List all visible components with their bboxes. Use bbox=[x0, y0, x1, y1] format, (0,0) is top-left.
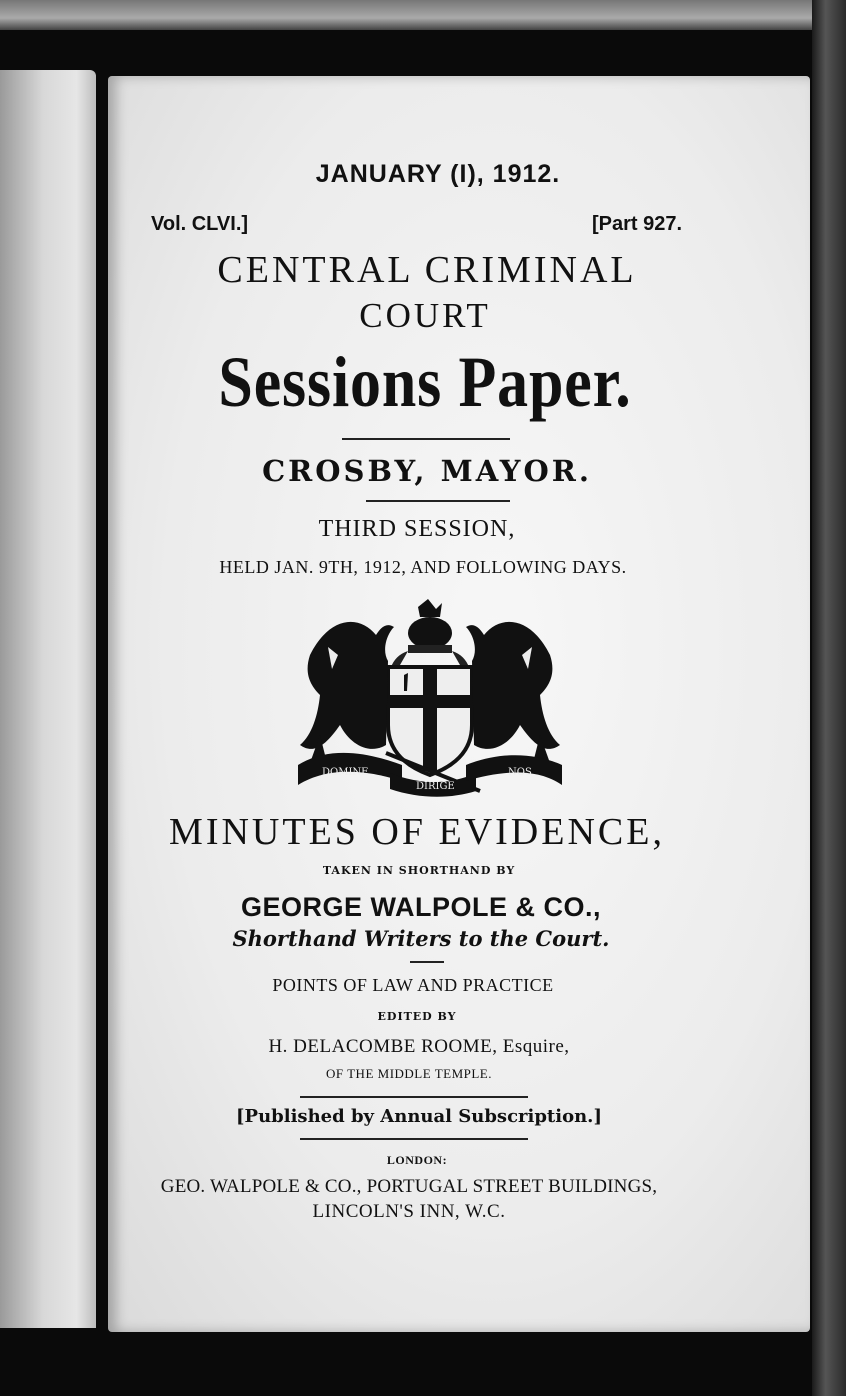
firm-role: Shorthand Writers to the Court. bbox=[232, 926, 610, 951]
published-note: [Published by Annual Subscription.] bbox=[236, 1106, 602, 1127]
issue-date: JANUARY (I), 1912. bbox=[315, 160, 561, 188]
divider bbox=[410, 961, 444, 963]
imprint-city: LONDON: bbox=[386, 1153, 448, 1167]
taken-in-shorthand: TAKEN IN SHORTHAND BY bbox=[322, 864, 516, 877]
divider bbox=[300, 1138, 528, 1140]
part-number: [Part 927. bbox=[592, 213, 683, 235]
session-name: THIRD SESSION, bbox=[318, 516, 516, 542]
motto-center: DIRIGE bbox=[416, 781, 455, 792]
volume-number: Vol. CLVI.] bbox=[151, 213, 249, 235]
court-title-line1: CENTRAL CRIMINAL bbox=[217, 249, 637, 291]
points-of-law: POINTS OF LAW AND PRACTICE bbox=[272, 975, 554, 995]
motto-right: NOS bbox=[508, 767, 532, 778]
divider bbox=[342, 438, 510, 440]
middle-temple: OF THE MIDDLE TEMPLE. bbox=[325, 1066, 493, 1081]
mayor-name: CROSBY, MAYOR. bbox=[262, 454, 592, 488]
divider bbox=[366, 500, 510, 502]
firm-name: GEORGE WALPOLE & CO., bbox=[240, 892, 602, 922]
motto-left: DOMINE bbox=[322, 767, 369, 778]
book-top-edge bbox=[0, 0, 846, 30]
court-title-line2: COURT bbox=[359, 296, 491, 335]
editor-name: H. DELACOMBE ROOME, Esquire, bbox=[268, 1036, 570, 1057]
imprint-publisher: GEO. WALPOLE & CO., PORTUGAL STREET BUILDINGS, bbox=[160, 1176, 658, 1197]
divider bbox=[300, 1096, 528, 1098]
coat-of-arms-icon bbox=[290, 595, 570, 800]
session-dates: HELD JAN. 9TH, 1912, AND FOLLOWING DAYS. bbox=[219, 557, 627, 577]
imprint-address: LINCOLN'S INN, W.C. bbox=[312, 1201, 506, 1222]
sessions-paper-title: Sessions Paper. bbox=[218, 342, 632, 422]
minutes-title: MINUTES OF EVIDENCE, bbox=[169, 811, 665, 853]
edited-by: EDITED BY bbox=[377, 1010, 457, 1023]
